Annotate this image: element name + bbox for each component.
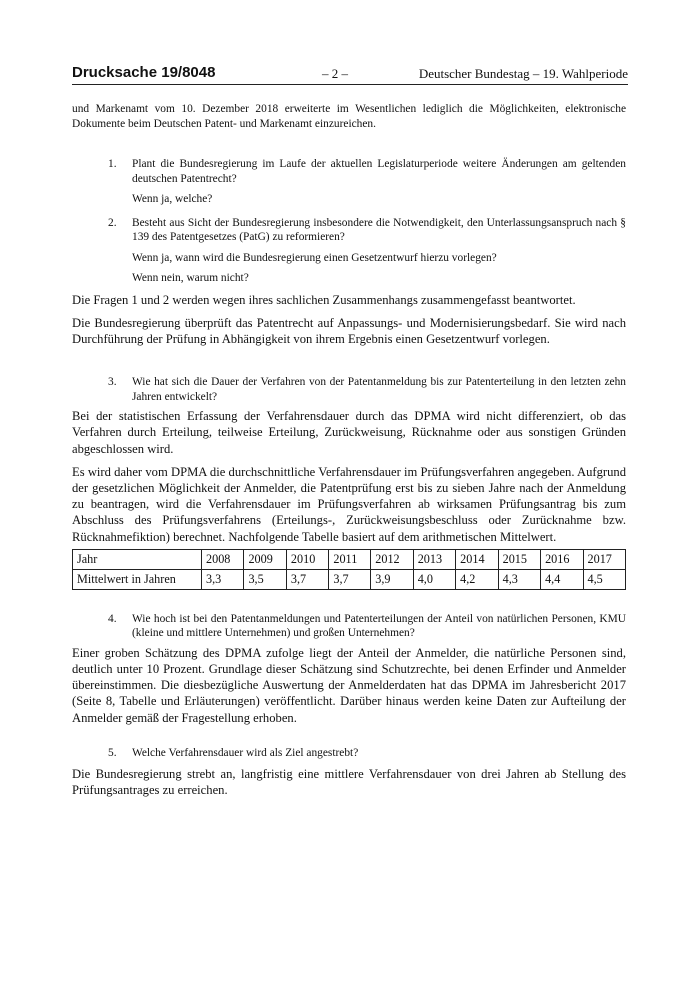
- table-cell: 2008: [202, 549, 244, 569]
- question-number: 5.: [108, 746, 117, 759]
- document-number-prefix: 19/: [161, 64, 183, 81]
- table-cell: 4,0: [413, 569, 455, 589]
- question-4: [108, 612, 626, 641]
- question-number: 3.: [108, 376, 117, 389]
- question-subtext: Wenn ja, welche?: [132, 193, 213, 205]
- duration-table: [72, 549, 626, 590]
- table-cell: 3,7: [329, 569, 371, 589]
- table-header-cell: Jahr: [73, 549, 202, 569]
- question-number: 4.: [108, 612, 117, 625]
- question-text: Wie hoch ist bei den Patentanmeldungen und Patenterteilungen der Anteil von natürlichen Personen, KMU (kleine und mittlere Unternehmen) und großen Unternehmen?: [132, 612, 626, 640]
- table-cell: 4,4: [541, 569, 583, 589]
- table-cell: 3,7: [286, 569, 328, 589]
- table-cell: 2012: [371, 549, 413, 569]
- table-cell: 2015: [498, 549, 540, 569]
- table-cell: 2017: [583, 549, 625, 569]
- intro-paragraph: und Markenamt vom 10. Dezember 2018 erweiterte im Wesentlichen lediglich die Möglichkeiten, elektronische Dokumente beim Deutschen Patent- und Markenamt einzureichen.: [72, 103, 626, 130]
- question-5: [108, 746, 626, 761]
- question-1: [108, 157, 626, 207]
- table-cell: 4,5: [583, 569, 625, 589]
- answer-paragraph: Einer groben Schätzung des DPMA zufolge liegt der Anteil der Anmelder, die natürliche Personen sind, deutlich unter 10 Prozent. Grundlage dieser Schätzung sind Schutzrechte, bei denen Erfinder und Anmelder übereinstimmen. Die diesbezügliche Auswertung der Anmelderdaten hat das DPMA im Jahresbericht 2017 (Seite 8, Tabelle und Erläuterungen) veröffentlicht. Darüber hinaus werden keine Daten zur Aufteilung der Anmelder gemäß der Fragestellung erhoben.: [72, 645, 626, 725]
- answer-paragraph: Die Bundesregierung überprüft das Patentrecht auf Anpassungs- und Modernisierungsbedarf. Sie wird nach Durchführung der Prüfung in Abhängigkeit von ihrem Ergebnis einen Gesetzentwurf vorlegen.: [72, 315, 626, 346]
- table-cell: 4,2: [456, 569, 498, 589]
- question-subtext: Wenn nein, warum nicht?: [132, 272, 249, 284]
- table-cell: 2010: [286, 549, 328, 569]
- document-number: [72, 64, 215, 81]
- table-cell: 3,3: [202, 569, 244, 589]
- table-row-values: [73, 569, 626, 589]
- question-text: Plant die Bundesregierung im Laufe der aktuellen Legislaturperiode weitere Änderungen am geltenden deutschen Patentrecht?: [132, 158, 626, 185]
- question-3: [108, 375, 626, 404]
- question-text: Wie hat sich die Dauer der Verfahren von der Patentanmeldung bis zur Patenterteilung in den letzten zehn Jahren entwickelt?: [132, 376, 626, 403]
- table-cell: 2013: [413, 549, 455, 569]
- question-2: [108, 216, 626, 286]
- question-text: Besteht aus Sicht der Bundesregierung insbesondere die Notwendigkeit, den Unterlassungsanspruch nach § 139 des Patentgesetzes (PatG) zu reformieren?: [132, 216, 626, 243]
- document-number-value: 8048: [182, 64, 216, 81]
- answer-paragraph: Bei der statistischen Erfassung der Verfahrensdauer durch das DPMA wird nicht differenziert, ob das Verfahren durch Erteilung, teilweise Erteilung, Zurückweisung, Rücknahme oder aus sonstigen Gründen abgeschlossen wird.: [72, 409, 626, 456]
- table-cell: 2016: [541, 549, 583, 569]
- table-row-years: [73, 549, 626, 569]
- answer-paragraph: Es wird daher vom DPMA die durchschnittliche Verfahrensdauer im Prüfungsverfahren angegeben. Aufgrund der gesetzlichen Möglichkeit der Anmelder, die Patentprüfung erst bis zu sieben Jahre nach der Anmeldung zu beantragen, wird die Verfahrensdauer im Prüfungsverfahren ab wirksamen Prüfungsantrag bis zum Abschluss des Prüfungsverfahrens (Erteilungs-, Zurückweisungsbeschluss oder Zurücknahme bzw. Rücknahmefiktion) berechnet. Nachfolgende Tabelle basiert auf dem arithmetischen Mittelwert.: [72, 464, 626, 544]
- answer-paragraph: Die Bundesregierung strebt an, langfristig eine mittlere Verfahrensdauer von drei Jahren ab Stellung des Prüfungsantrages zu erreichen.: [72, 767, 626, 798]
- table-cell: 3,9: [371, 569, 413, 589]
- question-number: 2.: [108, 216, 117, 229]
- question-subtext: Wenn ja, wann wird die Bundesregierung einen Gesetzentwurf hierzu vorlegen?: [132, 251, 497, 264]
- answer-paragraph: Die Fragen 1 und 2 werden wegen ihres sachlichen Zusammenhangs zusammengefasst beantwortet.: [72, 292, 576, 307]
- page-header: [72, 62, 628, 85]
- table-cell: 2009: [244, 549, 286, 569]
- page-body: [72, 102, 626, 799]
- table-header-cell: Mittelwert in Jahren: [73, 569, 202, 589]
- page-number: – 2 –: [322, 66, 348, 81]
- table-cell: 3,5: [244, 569, 286, 589]
- question-number: 1.: [108, 158, 117, 170]
- document-label: Drucksache: [72, 64, 158, 81]
- table-cell: 4,3: [498, 569, 540, 589]
- institution-label: Deutscher Bundestag – 19. Wahlperiode: [418, 66, 628, 81]
- question-text: Welche Verfahrensdauer wird als Ziel angestrebt?: [132, 746, 359, 759]
- table-cell: 2011: [329, 549, 371, 569]
- table-cell: 2014: [456, 549, 498, 569]
